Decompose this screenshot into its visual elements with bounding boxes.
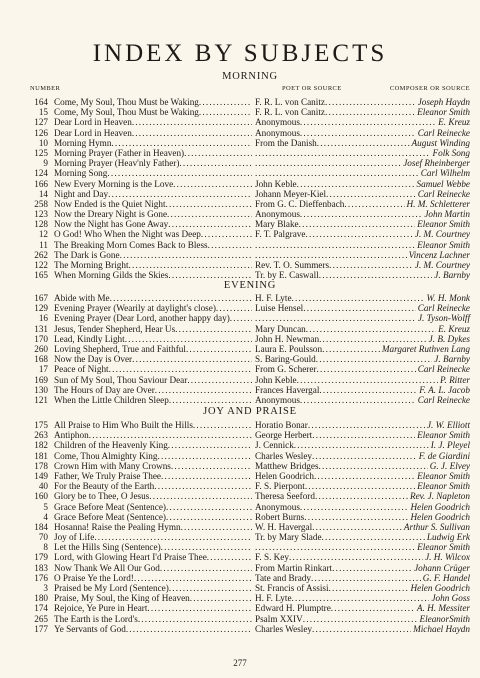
composer-name: Joseph Haydn: [417, 97, 470, 107]
poet-source: W. H. Havergal .....: [255, 522, 470, 532]
index-entry: [30, 270, 470, 280]
composer-name: Helen Goodrich: [410, 511, 470, 522]
poet-source: From G. C. Dieffenbach .....: [255, 199, 470, 209]
index-entry: [30, 179, 470, 189]
poet-source: Luise Hensel .....: [255, 303, 470, 313]
composer-name: A. H. Messiter: [416, 603, 470, 614]
index-entry: [30, 624, 470, 634]
hymn-title: Night and Day .....: [54, 189, 470, 199]
poet-source: George Herbert .....: [255, 430, 470, 440]
hymn-number: 70: [38, 532, 48, 543]
hymn-title: Come, My Soul, Thou Must be Waking .....: [54, 97, 470, 107]
composer-name: Samuel Webbe: [416, 178, 470, 189]
index-entry: [30, 219, 470, 229]
composer-name: Rev. J. Napleton: [409, 491, 470, 502]
hymn-number: 11: [39, 239, 48, 250]
poet-source: Anonymous .....: [255, 502, 470, 512]
composer-name: Josef Rheinberger: [403, 158, 470, 169]
composer-name: EleanorSmith: [419, 613, 470, 624]
hymn-number: 177: [34, 623, 48, 634]
index-entry: [30, 97, 470, 107]
composer-name: G. F. Handel: [422, 572, 470, 583]
index-entry: [30, 158, 470, 168]
hymn-title: Grace Before Meat (Sentence) .....: [54, 502, 470, 512]
index-entry: [30, 334, 470, 344]
poet-source: Anonymous .....: [255, 128, 470, 138]
poet-source: H. F. Lyte .....: [255, 593, 470, 603]
hymn-number: 265: [34, 613, 48, 624]
hymn-number: 170: [34, 333, 48, 344]
hymn-number: 12: [38, 229, 48, 240]
poet-source: F. R. L. von Canitz .....: [255, 107, 470, 117]
index-entry: [30, 385, 470, 395]
section-evening-entries: [30, 293, 470, 405]
hymn-title: Dear Lord in Heaven .....: [54, 128, 470, 138]
index-entry: [30, 344, 470, 354]
poet-source: St. Francis of Assisi .....: [255, 583, 470, 593]
hymn-title: Grace Before Meat (Sentence) .....: [54, 512, 470, 522]
index-entry: [30, 614, 470, 624]
index-entry: [30, 532, 470, 542]
composer-name: Ludwig Erk: [426, 532, 470, 543]
index-entry: [30, 420, 470, 430]
section-morning-entries: [30, 97, 470, 280]
index-entry: [30, 395, 470, 405]
index-entry: [30, 512, 470, 522]
poet-source: John Keble .....: [255, 375, 470, 385]
composer-column-header: COMPOSER OR SOURCE: [389, 85, 470, 92]
index-entry: [30, 542, 470, 552]
composer-name: J. Tyson-Wolff: [417, 313, 470, 324]
index-entry: [30, 260, 470, 270]
hymn-number: 164: [34, 97, 48, 107]
column-headers: [30, 85, 470, 95]
composer-name: Carl Wilhelm: [420, 168, 470, 179]
index-entry: [30, 573, 470, 583]
composer-name: Eleanor Smith: [417, 219, 470, 230]
poet-source: F. R. L. von Canitz .....: [255, 97, 470, 107]
composer-name: J. Barnby: [434, 354, 470, 365]
poet-source: From Martin Rinkart .....: [255, 563, 470, 573]
hymn-title: Come, Thou Almighty King .....: [54, 451, 470, 461]
poet-source: Psalm XXIV .....: [255, 614, 470, 624]
composer-name: J. Barnby: [434, 270, 470, 281]
hymn-title: The Earth is the Lord's .....: [54, 614, 470, 624]
composer-name: Helen Goodrich: [410, 583, 470, 593]
hymn-number: 3: [43, 583, 48, 593]
index-entry: [30, 199, 470, 209]
hymn-title: Morning Prayer (Heav'nly Father) .....: [54, 158, 470, 168]
hymn-number: 179: [34, 552, 48, 563]
composer-name: John Martin: [424, 209, 470, 220]
composer-name: Vincenz Lachner: [408, 249, 470, 260]
hymn-number: 127: [34, 117, 48, 128]
index-entry: [30, 324, 470, 334]
index-entry: [30, 293, 470, 303]
hymn-title: All Praise to Him Who Built the Hills .....: [54, 420, 470, 430]
index-entry: [30, 471, 470, 481]
hymn-title: Morning Song .....: [54, 168, 470, 178]
composer-name: Eleanor Smith: [417, 239, 470, 250]
composer-name: Carl Reinecke: [417, 127, 470, 138]
page-title: INDEX BY SUBJECTS: [92, 40, 388, 67]
section-heading-evening: EVENING: [223, 280, 277, 291]
hymn-title: Praised be My Lord (Sentence) .....: [54, 583, 470, 593]
hymn-number: 175: [34, 420, 48, 430]
composer-name: Folk Song: [432, 147, 470, 158]
hymn-number: 180: [34, 593, 48, 604]
hymn-title: The Dark is Gone .....: [54, 250, 470, 260]
poet-source: John Keble .....: [255, 179, 470, 189]
poet-source: From the Danish .....: [255, 138, 470, 148]
index-entry: [30, 375, 470, 385]
hymn-number: 160: [34, 491, 48, 502]
composer-name: Carl Reinecke: [417, 364, 470, 375]
composer-name: Carl Reinecke: [417, 394, 470, 405]
poet-source: Frances Havergal .....: [255, 385, 470, 395]
hymn-number: 130: [34, 384, 48, 395]
hymn-number: 168: [34, 354, 48, 365]
index-entry: [30, 168, 470, 178]
hymn-number: 167: [34, 293, 48, 303]
hymn-number: 263: [34, 430, 48, 441]
poet-source: Tate and Brady .....: [255, 573, 470, 583]
composer-name: J. M. Courtney: [414, 229, 470, 240]
poet-source: From G. Scherer .....: [255, 364, 470, 374]
poet-source: Johann Meyer-Kiel .....: [255, 189, 470, 199]
poet-source: Helen Goodrich .....: [255, 471, 470, 481]
hymn-number: 122: [34, 260, 48, 270]
composer-name: Helen Goodrich: [410, 501, 470, 512]
hymn-number: 124: [34, 168, 48, 179]
index-entry: [30, 440, 470, 450]
index-entry: [30, 481, 470, 491]
index-entry: [30, 491, 470, 501]
index-entry: [30, 240, 470, 250]
hymn-title: Now the Day is Over .....: [54, 354, 470, 364]
poet-source: Laura E. Poulsson .....: [255, 344, 470, 354]
hymn-title: Peace of Night .....: [54, 364, 470, 374]
hymn-number: 8: [43, 542, 48, 553]
index-entry: [30, 303, 470, 313]
hymn-title: Now the Night has Gone Away .....: [54, 219, 470, 229]
poet-source: Matthew Bridges .....: [255, 461, 470, 471]
hymn-title: Let the Hills Sing (Sentence) .....: [54, 542, 470, 552]
poet-source: H. F. Lyte .....: [255, 293, 470, 303]
poet-source: S. Baring-Gould .....: [255, 354, 470, 364]
poet-source: Tr. by E. Caswall .....: [255, 270, 470, 280]
composer-name: J. M. Courtney: [414, 260, 470, 270]
index-entry: [30, 250, 470, 260]
hymn-title: Morning Hymn .....: [54, 138, 470, 148]
index-entry: [30, 522, 470, 532]
index-entry: [30, 128, 470, 138]
hymn-number: 258: [34, 198, 48, 209]
index-entry: [30, 313, 470, 323]
poet-source: F. T. Palgrave .....: [255, 229, 470, 239]
index-entry: [30, 354, 470, 364]
index-entry: [30, 148, 470, 158]
composer-name: John Goss: [431, 593, 470, 604]
hymn-title: Hosanna! Raise the Pealing Hymn .....: [54, 522, 470, 532]
hymn-title: Evening Prayer (Wearily at daylight's close) .....: [54, 303, 470, 313]
hymn-number: 9: [43, 158, 48, 169]
hymn-title: When Morning Gilds the Skies .....: [54, 270, 470, 280]
index-entry: [30, 451, 470, 461]
index-entry: [30, 107, 470, 117]
hymn-number: 5: [43, 501, 48, 512]
hymn-number: 184: [34, 521, 48, 532]
hymn-number: 176: [34, 572, 48, 583]
index-entry: [30, 461, 470, 471]
composer-name: Margaret Ruthven Lang: [381, 343, 470, 354]
composer-name: Carl Reinecke: [417, 303, 470, 314]
hymn-title: Now Ended is the Quiet Night .....: [54, 199, 470, 209]
hymn-number: 131: [34, 323, 48, 334]
number-column-header: NUMBER: [30, 85, 61, 92]
section-joy-and-praise-entries: [30, 420, 470, 634]
index-entry: [30, 502, 470, 512]
hymn-number: 181: [34, 450, 48, 461]
hymn-title: Abide with Me .....: [54, 293, 470, 303]
composer-name: J. B. Dykes: [428, 333, 470, 344]
composer-name: Eleanor Smith: [417, 430, 470, 441]
composer-name: G. J. Elvey: [429, 460, 470, 471]
hymn-title: Dear Lord in Heaven .....: [54, 117, 470, 127]
hymn-number: 126: [34, 127, 48, 138]
section-heading-joy-and-praise: JOY AND PRAISE: [203, 406, 297, 417]
hymn-number: 40: [38, 481, 48, 492]
composer-name: W. H. Monk: [426, 293, 470, 303]
poet-source: Anonymous .....: [255, 209, 470, 219]
poet-source: Anonymous .....: [255, 395, 470, 405]
index-entry: [30, 364, 470, 374]
composer-name: Carl Reinecke: [417, 188, 470, 199]
index-entry: [30, 603, 470, 613]
hymn-title: Children of the Heavenly King .....: [54, 440, 470, 450]
hymn-title: Now Thank We All Our God .....: [54, 563, 470, 573]
hymn-title: Come, My Soul, Thou Must be Waking .....: [54, 107, 470, 117]
hymn-number: 15: [38, 107, 48, 118]
composer-name: H. M. Schletterer: [406, 198, 470, 209]
hymn-number: 182: [34, 440, 48, 451]
hymn-number: 262: [34, 249, 48, 260]
index-entry: [30, 209, 470, 219]
composer-name: P. Ritter: [440, 374, 470, 385]
hymn-number: 10: [38, 137, 48, 148]
hymn-number: 169: [34, 374, 48, 385]
hymn-number: 4: [43, 511, 48, 522]
poet-source: John H. Newman .....: [255, 334, 470, 344]
hymn-number: 174: [34, 603, 48, 614]
hymn-title: Morning Prayer (Father in Heaven) .....: [54, 148, 470, 158]
hymn-title: New Every Morning is the Love .....: [54, 179, 470, 189]
hymn-title: Father, We Truly Praise Thee .....: [54, 471, 470, 481]
hymn-number: 17: [38, 364, 48, 375]
poet-source: J. Cennick .....: [255, 440, 470, 450]
index-entry: [30, 189, 470, 199]
composer-name: I. J. Pleyel: [430, 440, 470, 451]
index-entry: [30, 430, 470, 440]
hymn-title: Joy of Life .....: [54, 532, 470, 542]
hymn-title: Praise, My Soul, the King of Heaven .....: [54, 593, 470, 603]
index-entry: [30, 583, 470, 593]
hymn-title: The Breaking Morn Comes Back to Bless .....: [54, 240, 470, 250]
poet-source: Edward H. Plumptre .....: [255, 603, 470, 613]
composer-name: E. Kreuz: [438, 323, 470, 334]
composer-name: Eleanor Smith: [417, 542, 470, 553]
composer-name: Eleanor Smith: [417, 470, 470, 481]
poet-source: Robert Burns .....: [255, 512, 470, 522]
index-entry: [30, 552, 470, 562]
composer-name: F. de Giardini: [418, 450, 470, 461]
hymn-number: 128: [34, 219, 48, 230]
composer-name: Arthur S. Sullivan: [403, 521, 470, 532]
section-heading-morning: MORNING: [222, 71, 278, 82]
hymn-title: Rejoice, Ye Pure in Heart .....: [54, 603, 470, 613]
poet-source: F. S. Pierpont .....: [255, 481, 470, 491]
poet-source: Mary Duncan .....: [255, 324, 470, 334]
hymn-title: O God! Who When the Night was Deep .....: [54, 229, 470, 239]
hymn-title: Crown Him with Many Crowns .....: [54, 461, 470, 471]
poet-source: Anonymous .....: [255, 117, 470, 127]
hymn-title: Loving Shepherd, True and Faithful .....: [54, 344, 470, 354]
poet-source: Theresa Seeford .....: [255, 491, 470, 501]
hymn-number: 165: [34, 270, 48, 281]
hymn-number: 178: [34, 460, 48, 471]
hymn-number: 166: [34, 178, 48, 189]
hymn-title: Antiphon .....: [54, 430, 470, 440]
composer-name: J. W. Elliott: [426, 420, 470, 430]
hymn-number: 149: [34, 470, 48, 481]
hymn-number: 16: [38, 313, 48, 324]
composer-name: F. A. L. Jacob: [419, 384, 470, 395]
poet-source: Mary Blake .....: [255, 219, 470, 229]
index-entry: [30, 117, 470, 127]
hymn-number: 129: [34, 303, 48, 314]
composer-name: Michael Haydn: [413, 623, 470, 634]
hymn-title: When the Little Children Sleep .....: [54, 395, 470, 405]
composer-name: Eleanor Smith: [417, 107, 470, 118]
poet-source: F. S. Key .....: [255, 552, 470, 562]
composer-name: E. Kreuz: [438, 117, 470, 128]
index-entry: [30, 593, 470, 603]
composer-name: August Winding: [411, 137, 470, 148]
hymn-title: Jesus, Tender Shepherd, Hear Us .....: [54, 324, 470, 334]
poet-source: Charles Wesley .....: [255, 624, 470, 634]
hymn-number: 260: [34, 343, 48, 354]
page-number: 277: [233, 658, 247, 668]
poet-source: Horatio Bonar .....: [255, 420, 470, 430]
hymn-title: The Morning Bright .....: [54, 260, 470, 270]
hymn-title: O Praise Ye the Lord! .....: [54, 573, 470, 583]
hymn-title: Now the Dreary Night is Gone .....: [54, 209, 470, 219]
hymn-title: Lead, Kindly Light .....: [54, 334, 470, 344]
hymn-number: 14: [38, 188, 48, 199]
poet-source: Charles Wesley .....: [255, 451, 470, 461]
hymn-title: Ye Servants of God .....: [54, 624, 470, 634]
composer-name: J. H. Wilcox: [425, 552, 470, 563]
composer-name: Johann Crüger: [414, 562, 470, 573]
hymn-number: 125: [34, 147, 48, 158]
hymn-number: 123: [34, 209, 48, 220]
index-entry: [30, 229, 470, 239]
hymn-title: Sun of My Soul, Thou Saviour Dear .....: [54, 375, 470, 385]
hymn-number: 183: [34, 562, 48, 573]
index-entry: [30, 138, 470, 148]
hymn-title: For the Beauty of the Earth .....: [54, 481, 470, 491]
poet-source: Rev. T. O. Summers .....: [255, 260, 470, 270]
hymn-title: Evening Prayer (Dear Lord, another happy day) .....: [54, 313, 470, 323]
poet-source: Tr. by Mary Slade .....: [255, 532, 470, 542]
hymn-title: Lord, with Glowing Heart I'd Praise Thee .....: [54, 552, 470, 562]
composer-name: Eleanor Smith: [417, 481, 470, 492]
index-entry: [30, 563, 470, 573]
poet-column-header: POET OR SOURCE: [282, 85, 342, 92]
hymn-title: The Hours of Day are Over .....: [54, 385, 470, 395]
hymn-title: Glory be to Thee, O Jesus .....: [54, 491, 470, 501]
hymn-number: 121: [34, 394, 48, 405]
